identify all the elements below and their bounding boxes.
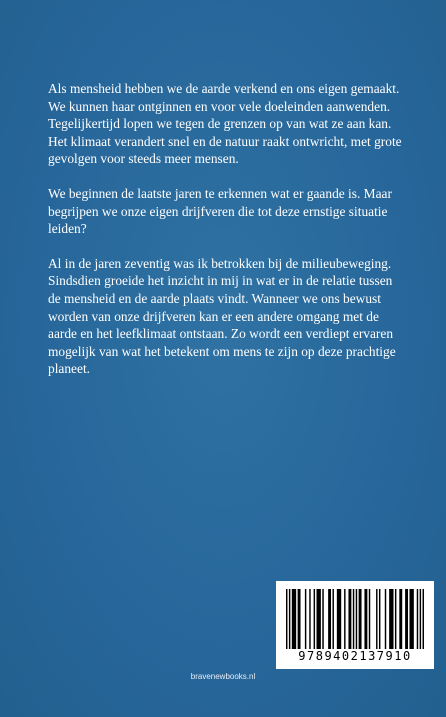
barcode-bar: [405, 589, 408, 649]
barcode-bar: [423, 589, 424, 649]
barcode-bar: [348, 589, 351, 649]
barcode-bar: [322, 589, 323, 649]
barcode-bar: [417, 589, 418, 649]
publisher-url: bravenewbooks.nl: [190, 672, 256, 681]
barcode-bar: [420, 589, 421, 649]
barcode-bar: [364, 589, 367, 649]
barcode-bar: [399, 589, 402, 649]
blurb-paragraph-2: We beginnen de laatste jaren te erkennen wat er gaande is. Maar begrijpen we onze eigen drijfveren die tot deze ernstige situatie leiden?: [48, 185, 392, 237]
barcode-bar: [389, 589, 393, 649]
barcode-bar: [337, 589, 341, 649]
barcode-bar: [344, 589, 345, 649]
barcode-bar: [385, 589, 386, 649]
barcode-bar: [317, 589, 321, 649]
barcode-bar: [286, 589, 287, 649]
barcode-bar: [289, 589, 290, 649]
barcode-bar: [359, 589, 362, 649]
barcode-bars: [286, 589, 424, 649]
barcode-bar: [353, 589, 354, 649]
barcode-bar: [305, 589, 306, 649]
barcode-bar: [314, 589, 315, 649]
barcode-bar: [309, 589, 310, 649]
barcode-bar: [292, 589, 296, 649]
blurb-text: [48, 80, 408, 395]
blurb-paragraph-3: Al in de jaren zeventig was ik betrokken bij de milieubeweging. Sindsdien groeide het inzicht in mij in wat er in de relatie tussen de mensheid en de aarde plaats vindt. Wanneer we ons bewust worden van onze drijfveren kan er een andere omgang met de aarde en het leefklimaat ontstaan. Zo wordt een verdiept ervaren mogelijk van wat het betekent om mens te zijn op deze prachtige planeet.: [48, 255, 396, 377]
barcode-bar: [409, 589, 413, 649]
isbn-number: 9789402137910: [298, 649, 412, 663]
barcode-bar: [379, 589, 380, 649]
barcode-bar: [395, 589, 396, 649]
barcode-bar: [356, 589, 357, 649]
barcode-bar: [328, 589, 331, 649]
barcode-bar: [332, 589, 333, 649]
isbn-barcode: [276, 581, 434, 669]
barcode-bar: [369, 589, 370, 649]
blurb-paragraph-1: Als mensheid hebben we de aarde verkend en ons eigen gemaakt. We kunnen haar ontginnen en voor vele doeleinden aanwenden. Tegelijkertijd lopen we tegen de grenzen op van wat ze aan kan. Het klimaat verandert snel en de natuur raakt ontwricht, met grote gevolgen voor steeds meer mensen.: [48, 81, 402, 167]
barcode-bar: [376, 589, 377, 649]
barcode-bar: [298, 589, 301, 649]
